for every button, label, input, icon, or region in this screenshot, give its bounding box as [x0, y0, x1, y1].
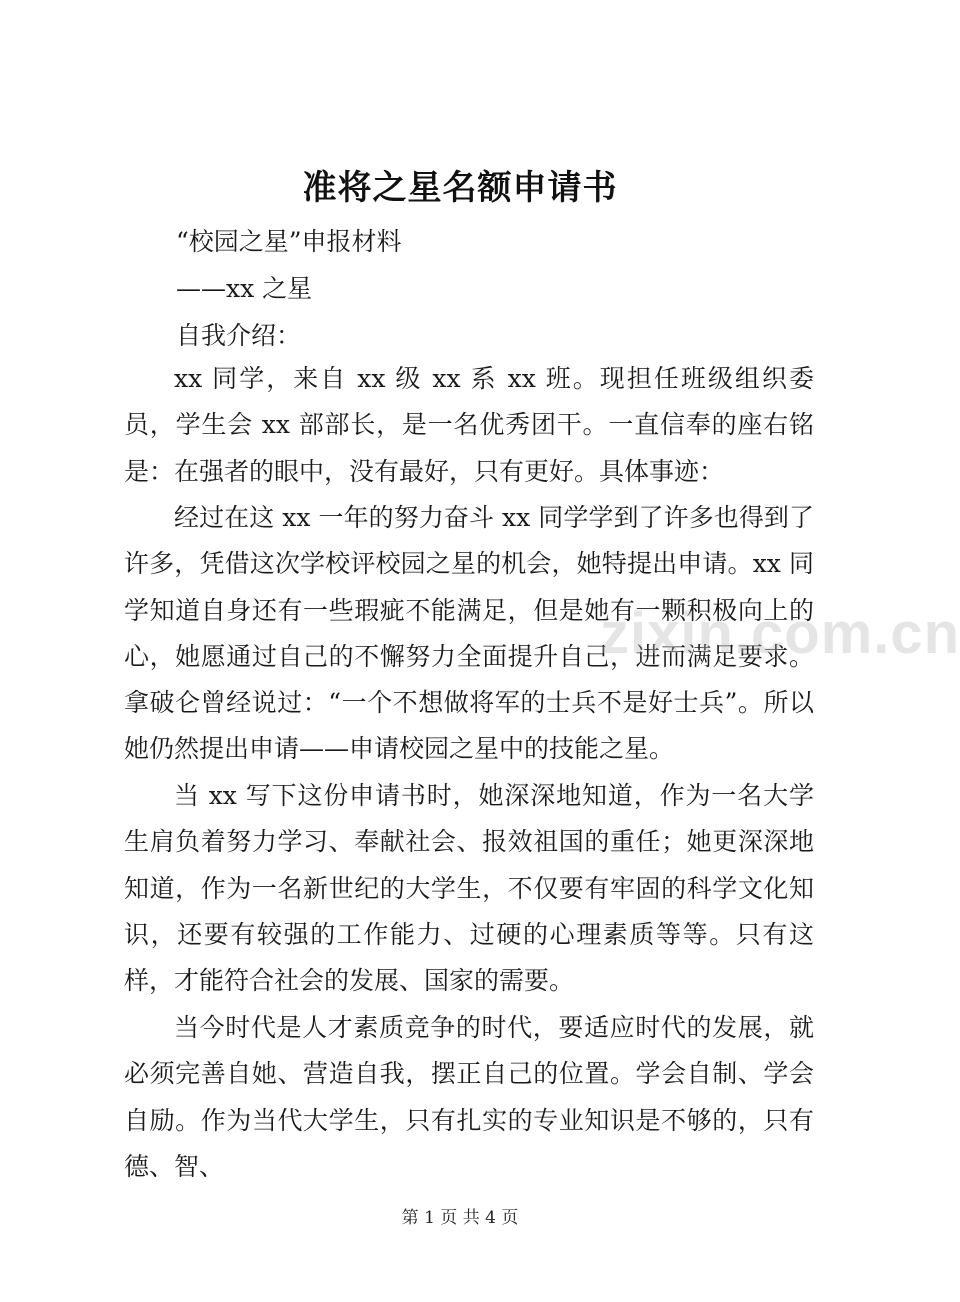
intro-heading: 自我介绍： [176, 321, 302, 350]
document-title: 准将之星名额申请书 [302, 168, 618, 208]
paragraph-2: 经过在这 xx 一年的努力奋斗 xx 同学学到了许多也得到了许多，凭借这次学校评校园之星的机会，她特提出申请。xx 同学知道自身还有一些瑕疵不能满足，但是她有一颗积极向上的心，她愿通过自己的不懈努力全面提升自己，进而满足要求。拿破仑曾经说过：“一个不想做将军的士兵不是好士兵”。所以她仍然提出申请——申请校园之星中的技能之星。 [124, 503, 814, 764]
page-footer: 第 1 页 共 4 页 [401, 1208, 519, 1228]
material-subtitle: “校园之星”申报材料 [176, 227, 402, 256]
dash-line: ——xx 之星 [176, 274, 313, 303]
paragraph-3: 当 xx 写下这份申请书时，她深深地知道，作为一名大学生肩负着努力学习、奉献社会、报效祖国的重任；她更深深地知道，作为一名新世纪的大学生，不仅要有牢固的科学文化知识，还要有较强的工作能力、过硬的心理素质等等。只有这样，才能符合社会的发展、国家的需要。 [124, 781, 814, 996]
paragraph-1: xx 同学，来自 xx 级 xx 系 xx 班。现担任班级组织委员，学生会 xx 部部长，是一名优秀团干。一直信奉的座右铭是：在强者的眼中，没有最好，只有更好。具体事迹： [124, 364, 814, 486]
paragraph-4: 当今时代是人才素质竞争的时代，要适应时代的发展，就必须完善自她、营造自我，摆正自己的位置。学会自制、学会自励。作为当代大学生，只有扎实的专业知识是不够的，只有德、智、 [124, 1013, 814, 1181]
site-watermark: zixin.com.cn [600, 601, 960, 666]
